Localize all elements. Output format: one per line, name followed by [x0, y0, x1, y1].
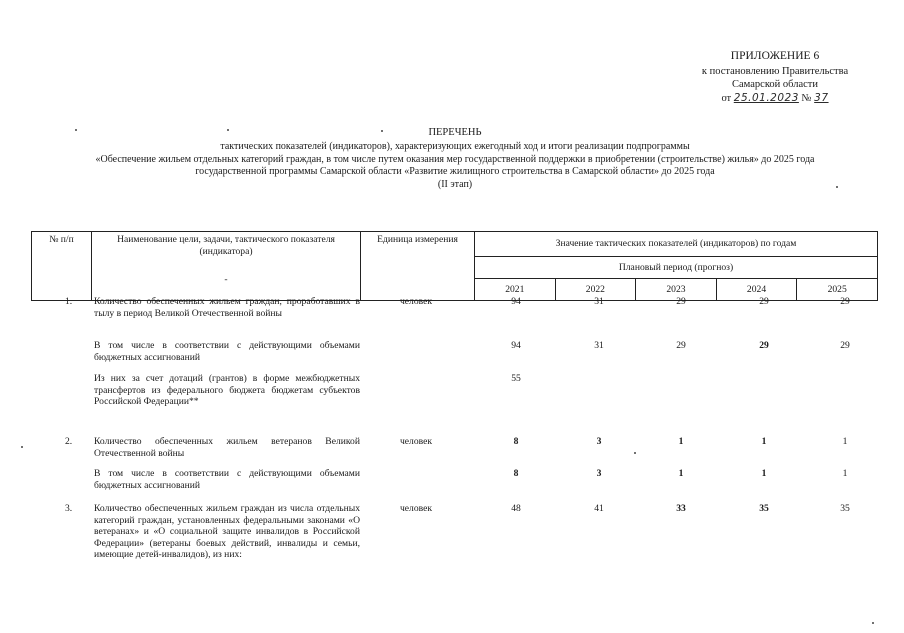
row-number: 3. [65, 503, 73, 514]
value-2025: 1 [842, 436, 848, 447]
row-number: 1. [65, 296, 73, 307]
col-period-header: Плановый период (прогноз) [475, 257, 878, 279]
value-2022: 41 [594, 503, 604, 514]
value-2025: 29 [840, 340, 850, 351]
value-2025: 29 [840, 296, 850, 307]
document-title: ПЕРЕЧЕНЬ [428, 127, 482, 138]
row-name: Количество обеспеченных жильем граждан из числа отдельных категорий граждан, установленных федеральными законами «О ветеранах» и «О социальной защите инвалидов в Российской Федерации» (ветераны боевых действий, инвалиды и семьи, имеющие детей-инвалидов), из них: [94, 503, 360, 561]
row-name: В том числе в соответствии с действующими объемами бюджетных ассигнований [94, 340, 360, 363]
scan-speck [227, 129, 229, 131]
value-2023: 1 [678, 468, 684, 479]
value-2021: 94 [511, 296, 521, 307]
col-number-header: № п/п [32, 232, 92, 301]
appendix-line-1: к постановлению Правительства [701, 66, 849, 77]
value-2022: 31 [594, 340, 604, 351]
scan-speck [75, 129, 77, 131]
row-number: 2. [65, 436, 73, 447]
value-2021: 55 [511, 373, 521, 384]
header-line-4: (II этап) [437, 179, 473, 191]
row-name: Количество обеспеченных жильем граждан, проработавших в тылу в период Великой Отечественной войны [94, 296, 360, 319]
value-2023: 29 [676, 296, 686, 307]
value-2022: 31 [594, 296, 604, 307]
header-line-3: государственной программы Самарской области «Развитие жилищного строительства в Самарской области» до 2025 года [195, 166, 715, 178]
appendix-block [660, 50, 890, 105]
row-name: Количество обеспеченных жильем ветеранов Великой Отечественной войны [94, 436, 360, 459]
value-2023: 33 [676, 503, 686, 514]
year-2024: 2024 [716, 279, 797, 301]
row-name: В том числе в соответствии с действующими объемами бюджетных ассигнований [94, 468, 360, 491]
row-name: Из них за счет дотаций (грантов) в форме межбюджетных трансфертов из федерального бюджета бюджетам субъектов Российской Федерации** [94, 373, 360, 408]
row-unit: человек [399, 296, 433, 307]
indicators-table-header [31, 231, 878, 301]
col-unit-header: Единица измерения [361, 232, 475, 301]
row-unit: человек [399, 436, 433, 447]
year-2025: 2025 [797, 279, 878, 301]
col-name-header [92, 232, 361, 301]
number-prefix: № [801, 93, 812, 104]
scan-speck [21, 446, 23, 448]
value-2021: 8 [513, 436, 519, 447]
col-values-header: Значение тактических показателей (индикаторов) по годам [475, 232, 878, 257]
scan-speck [381, 130, 383, 132]
header-line-1: тактических показателей (индикаторов), характеризующих ежегодный ход и итоги реализации подпрограммы [220, 140, 690, 152]
scan-speck [836, 186, 838, 188]
value-2025: 1 [842, 468, 848, 479]
value-2022: 3 [596, 436, 602, 447]
scan-speck [872, 622, 874, 624]
value-2024: 1 [761, 436, 767, 447]
value-2024: 35 [759, 503, 769, 514]
value-2021: 48 [511, 503, 521, 514]
appendix-line-2: Самарской области [732, 79, 818, 90]
col-name-label: Наименование цели, задачи, тактического показателя (индикатора) [117, 234, 335, 257]
header-line-2: «Обеспечение жильем отдельных категорий граждан, в том числе путем оказания мер государственной поддержки в приобретении (строительстве) жилья» до 2025 года [95, 153, 815, 165]
year-2021: 2021 [475, 279, 556, 301]
date-prefix: от [721, 93, 732, 104]
appendix-dateline [660, 92, 890, 105]
value-2024: 1 [761, 468, 767, 479]
value-2024: 29 [759, 340, 769, 351]
value-2025: 35 [840, 503, 850, 514]
year-2022: 2022 [555, 279, 636, 301]
row-unit: человек [399, 503, 433, 514]
dash-mark: - [224, 274, 228, 285]
year-2023: 2023 [636, 279, 717, 301]
value-2023: 29 [676, 340, 686, 351]
value-2021: 8 [513, 468, 519, 479]
value-2022: 3 [596, 468, 602, 479]
document-header [40, 127, 870, 192]
date-value: 25.01.2023 [733, 92, 799, 104]
appendix-title: ПРИЛОЖЕНИЕ 6 [730, 50, 820, 62]
scan-speck [634, 452, 636, 454]
value-2021: 94 [511, 340, 521, 351]
value-2023: 1 [678, 436, 684, 447]
number-value: 37 [814, 92, 829, 104]
value-2024: 29 [759, 296, 769, 307]
